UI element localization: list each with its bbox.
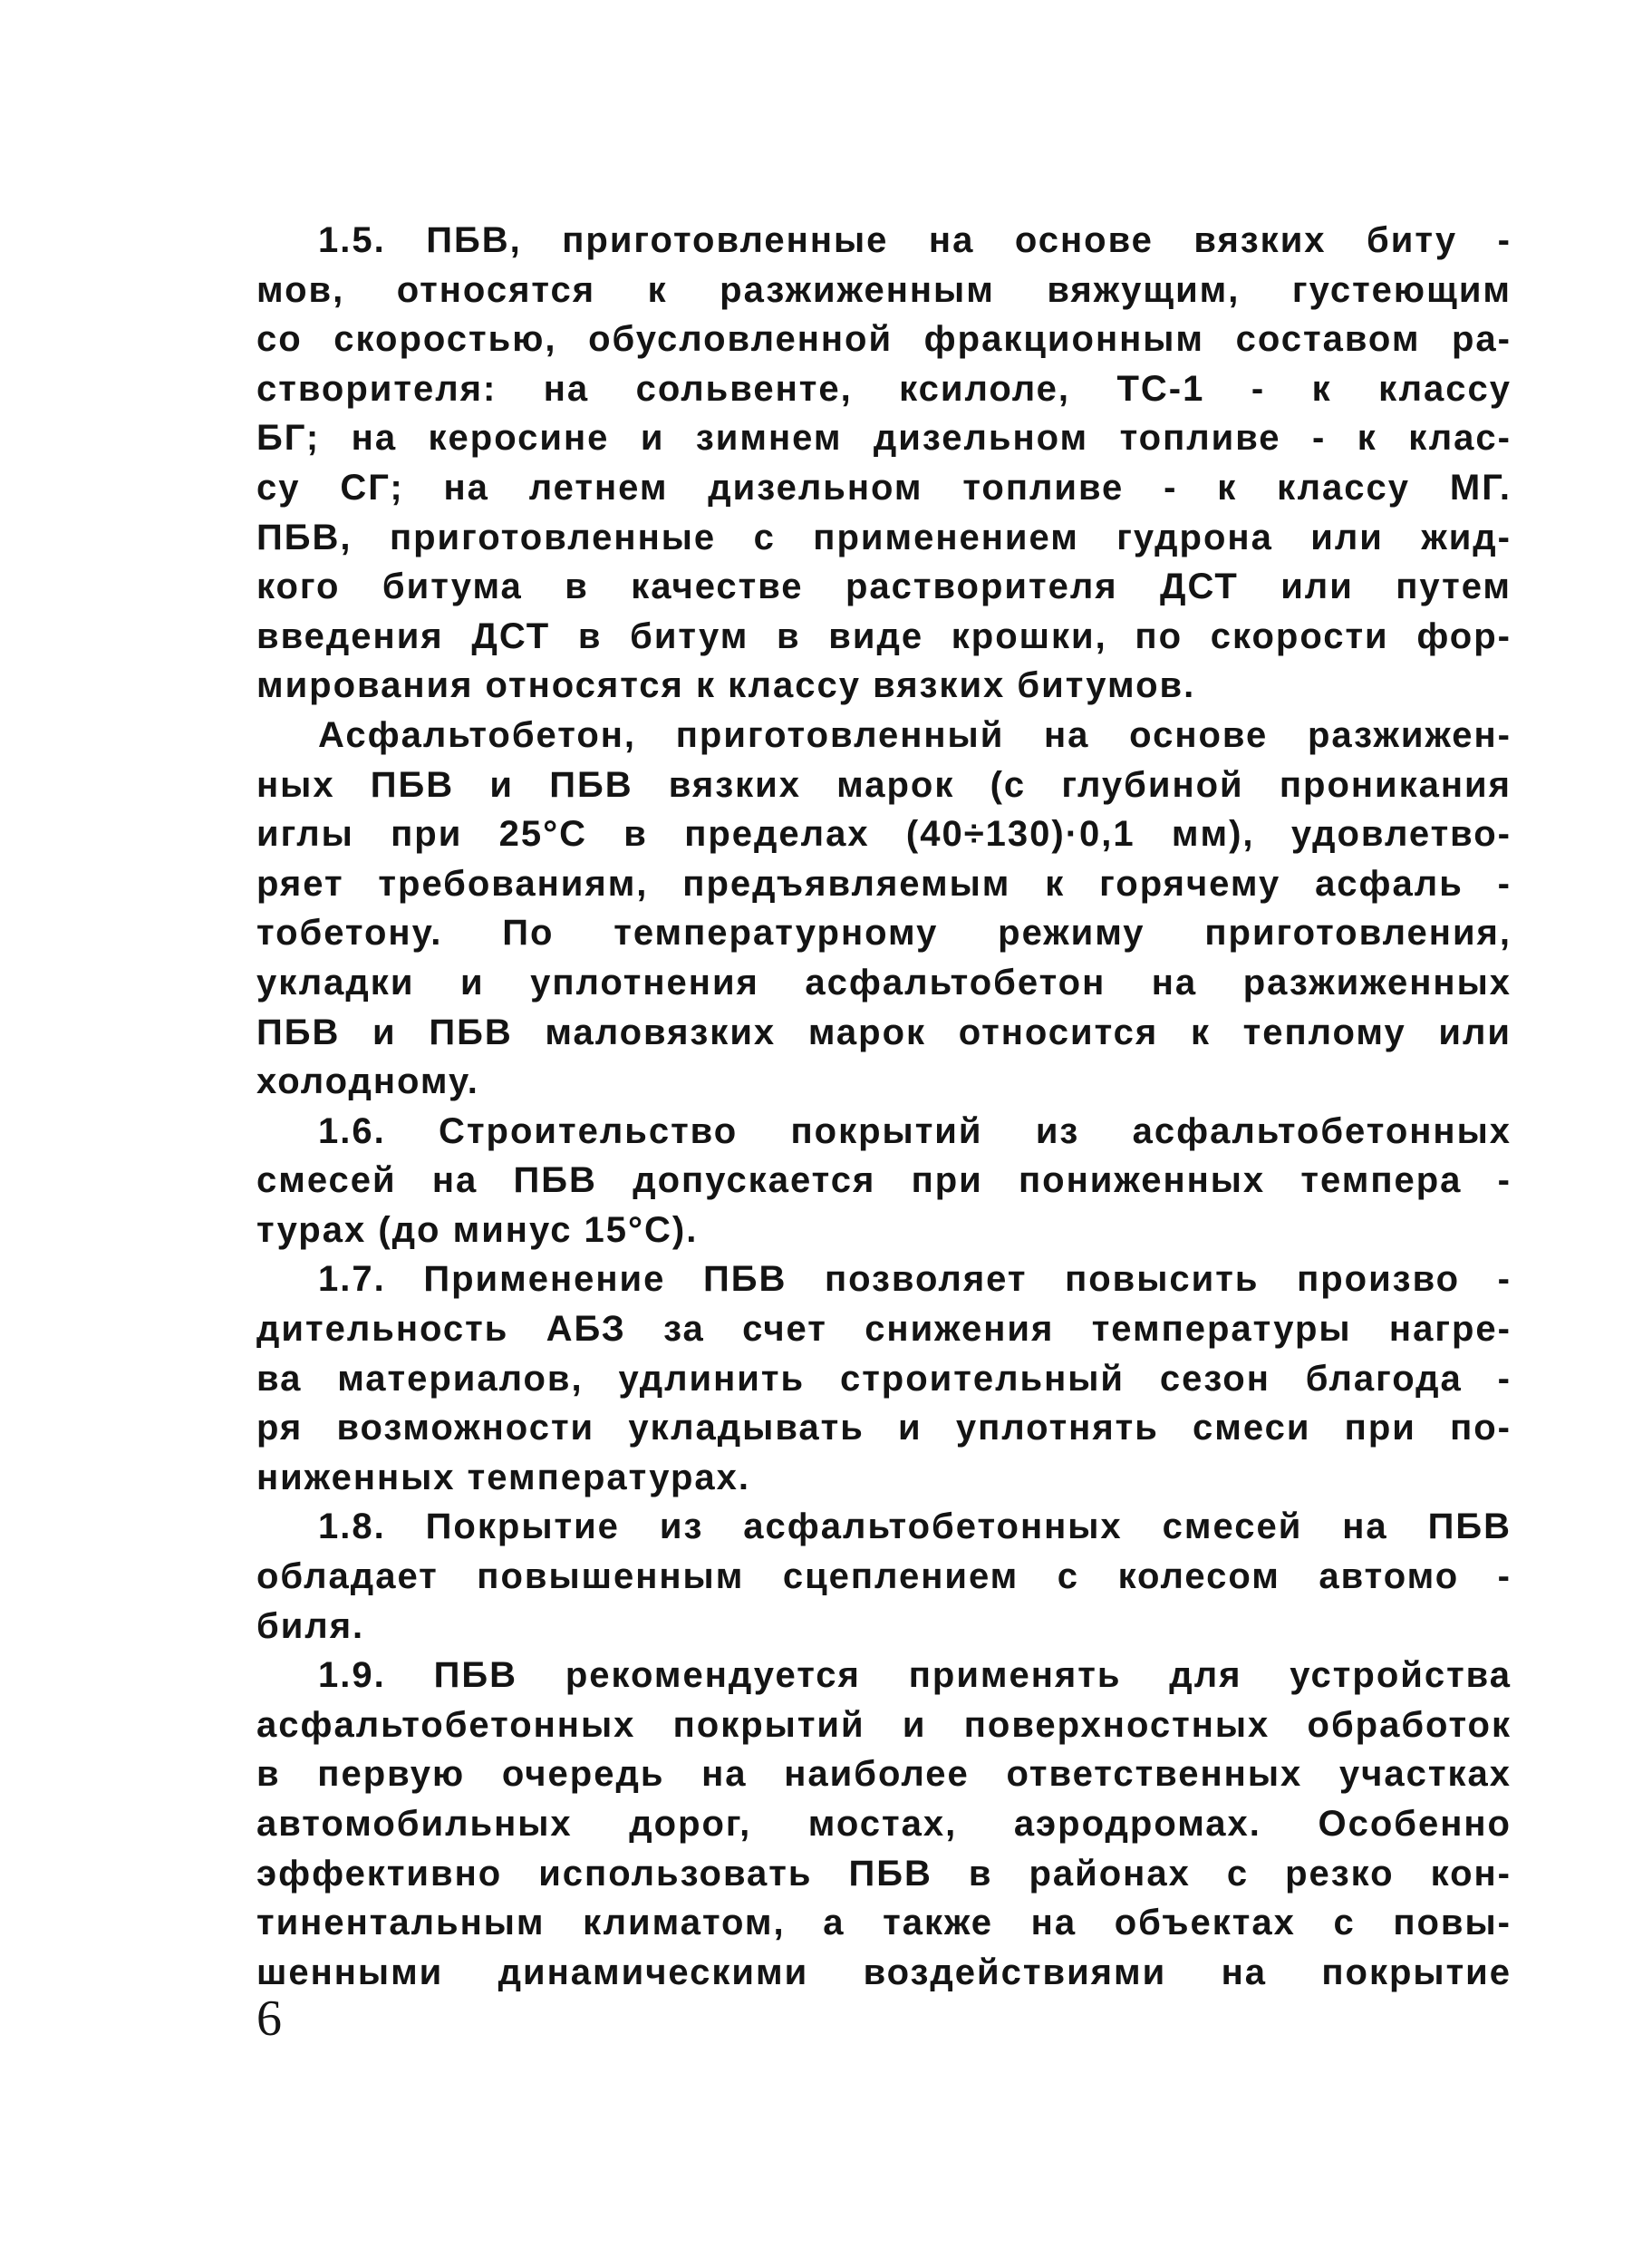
text-line: ряет требованиям, предъявляемым к горячему асфаль - — [256, 863, 1512, 904]
text-line: шенными динамическими воздействиями на покрытие — [256, 1952, 1512, 1992]
text-line: асфальтобетонных покрытий и поверхностных обработок — [256, 1704, 1512, 1745]
text-line: ПБВ, приготовленные с применением гудрона или жид- — [256, 517, 1512, 557]
text-line: 1.6. Строительство покрытий из асфальтобетонных — [318, 1110, 1512, 1151]
paragraph-1-8 — [256, 1502, 1512, 1651]
text-line: ПБВ и ПБВ маловязких марок относится к теплому или — [256, 1012, 1512, 1052]
body-text — [256, 216, 1512, 1997]
text-line: Асфальтобетон, приготовленный на основе разжижен- — [318, 714, 1512, 755]
text-line: 1.5. ПБВ, приготовленные на основе вязких биту - — [318, 220, 1512, 260]
text-line: обладает повышенным сцеплением с колесом автомо - — [256, 1556, 1512, 1597]
text-line: БГ; на керосине и зимнем дизельном топливе - к клас- — [256, 418, 1512, 459]
text-line: введения ДСТ в битум в виде крошки, по скорости фор- — [256, 615, 1512, 656]
text-line: биля. — [256, 1605, 365, 1646]
text-line: мов, относятся к разжиженным вяжущим, густеющим — [256, 269, 1512, 310]
text-line: кого битума в качестве растворителя ДСТ или путем — [256, 567, 1512, 607]
text-line: тинентальным климатом, а также на объектах с повы- — [256, 1903, 1512, 1943]
text-line: иглы при 25°С в пределах (40÷130)·0,1 мм), удовлетво- — [256, 814, 1512, 855]
text-line: эффективно использовать ПБВ в районах с резко кон- — [256, 1853, 1512, 1894]
text-line: турах (до минус 15°С). — [256, 1209, 699, 1250]
text-line: дительность АБЗ за счет снижения температуры нагре- — [256, 1309, 1512, 1350]
paragraph-1-6 — [256, 1107, 1512, 1255]
page-number: 6 — [256, 1991, 282, 2047]
text-line: со скоростью, обусловленной фракционным составом ра- — [256, 319, 1512, 360]
text-line: ва материалов, удлинить строительный сезон благода - — [256, 1358, 1512, 1399]
paragraph-asphalt — [256, 711, 1512, 1107]
paragraph-1-9 — [256, 1651, 1512, 1997]
text-line: смесей на ПБВ допускается при пониженных темпера - — [256, 1160, 1512, 1201]
text-line: ниженных температурах. — [256, 1457, 750, 1497]
text-line: ных ПБВ и ПБВ вязких марок (с глубиной проникания — [256, 764, 1512, 805]
text-line: ря возможности укладывать и уплотнять смеси при по- — [256, 1408, 1512, 1448]
text-line: 1.8. Покрытие из асфальтобетонных смесей на ПБВ — [318, 1506, 1512, 1547]
text-line: мирования относятся к классу вязких битумов. — [256, 665, 1196, 706]
text-line: тобетону. По температурному режиму приготовления, — [256, 913, 1512, 954]
paragraph-1-5 — [256, 216, 1512, 711]
text-line: 1.9. ПБВ рекомендуется применять для устройства — [318, 1655, 1512, 1696]
text-line: су СГ; на летнем дизельном топливе - к классу МГ. — [256, 467, 1512, 508]
paragraph-1-7 — [256, 1255, 1512, 1502]
text-line: холодному. — [256, 1061, 479, 1102]
text-line: створителя: на сольвенте, ксилоле, ТС-1 - к классу — [256, 368, 1512, 409]
text-line: укладки и уплотнения асфальтобетон на разжиженных — [256, 962, 1512, 1003]
text-line: автомобильных дорог, мостах, аэродромах. Особенно — [256, 1804, 1512, 1844]
text-line: 1.7. Применение ПБВ позволяет повысить произво - — [318, 1259, 1512, 1300]
text-line: в первую очередь на наиболее ответственных участках — [256, 1754, 1512, 1795]
